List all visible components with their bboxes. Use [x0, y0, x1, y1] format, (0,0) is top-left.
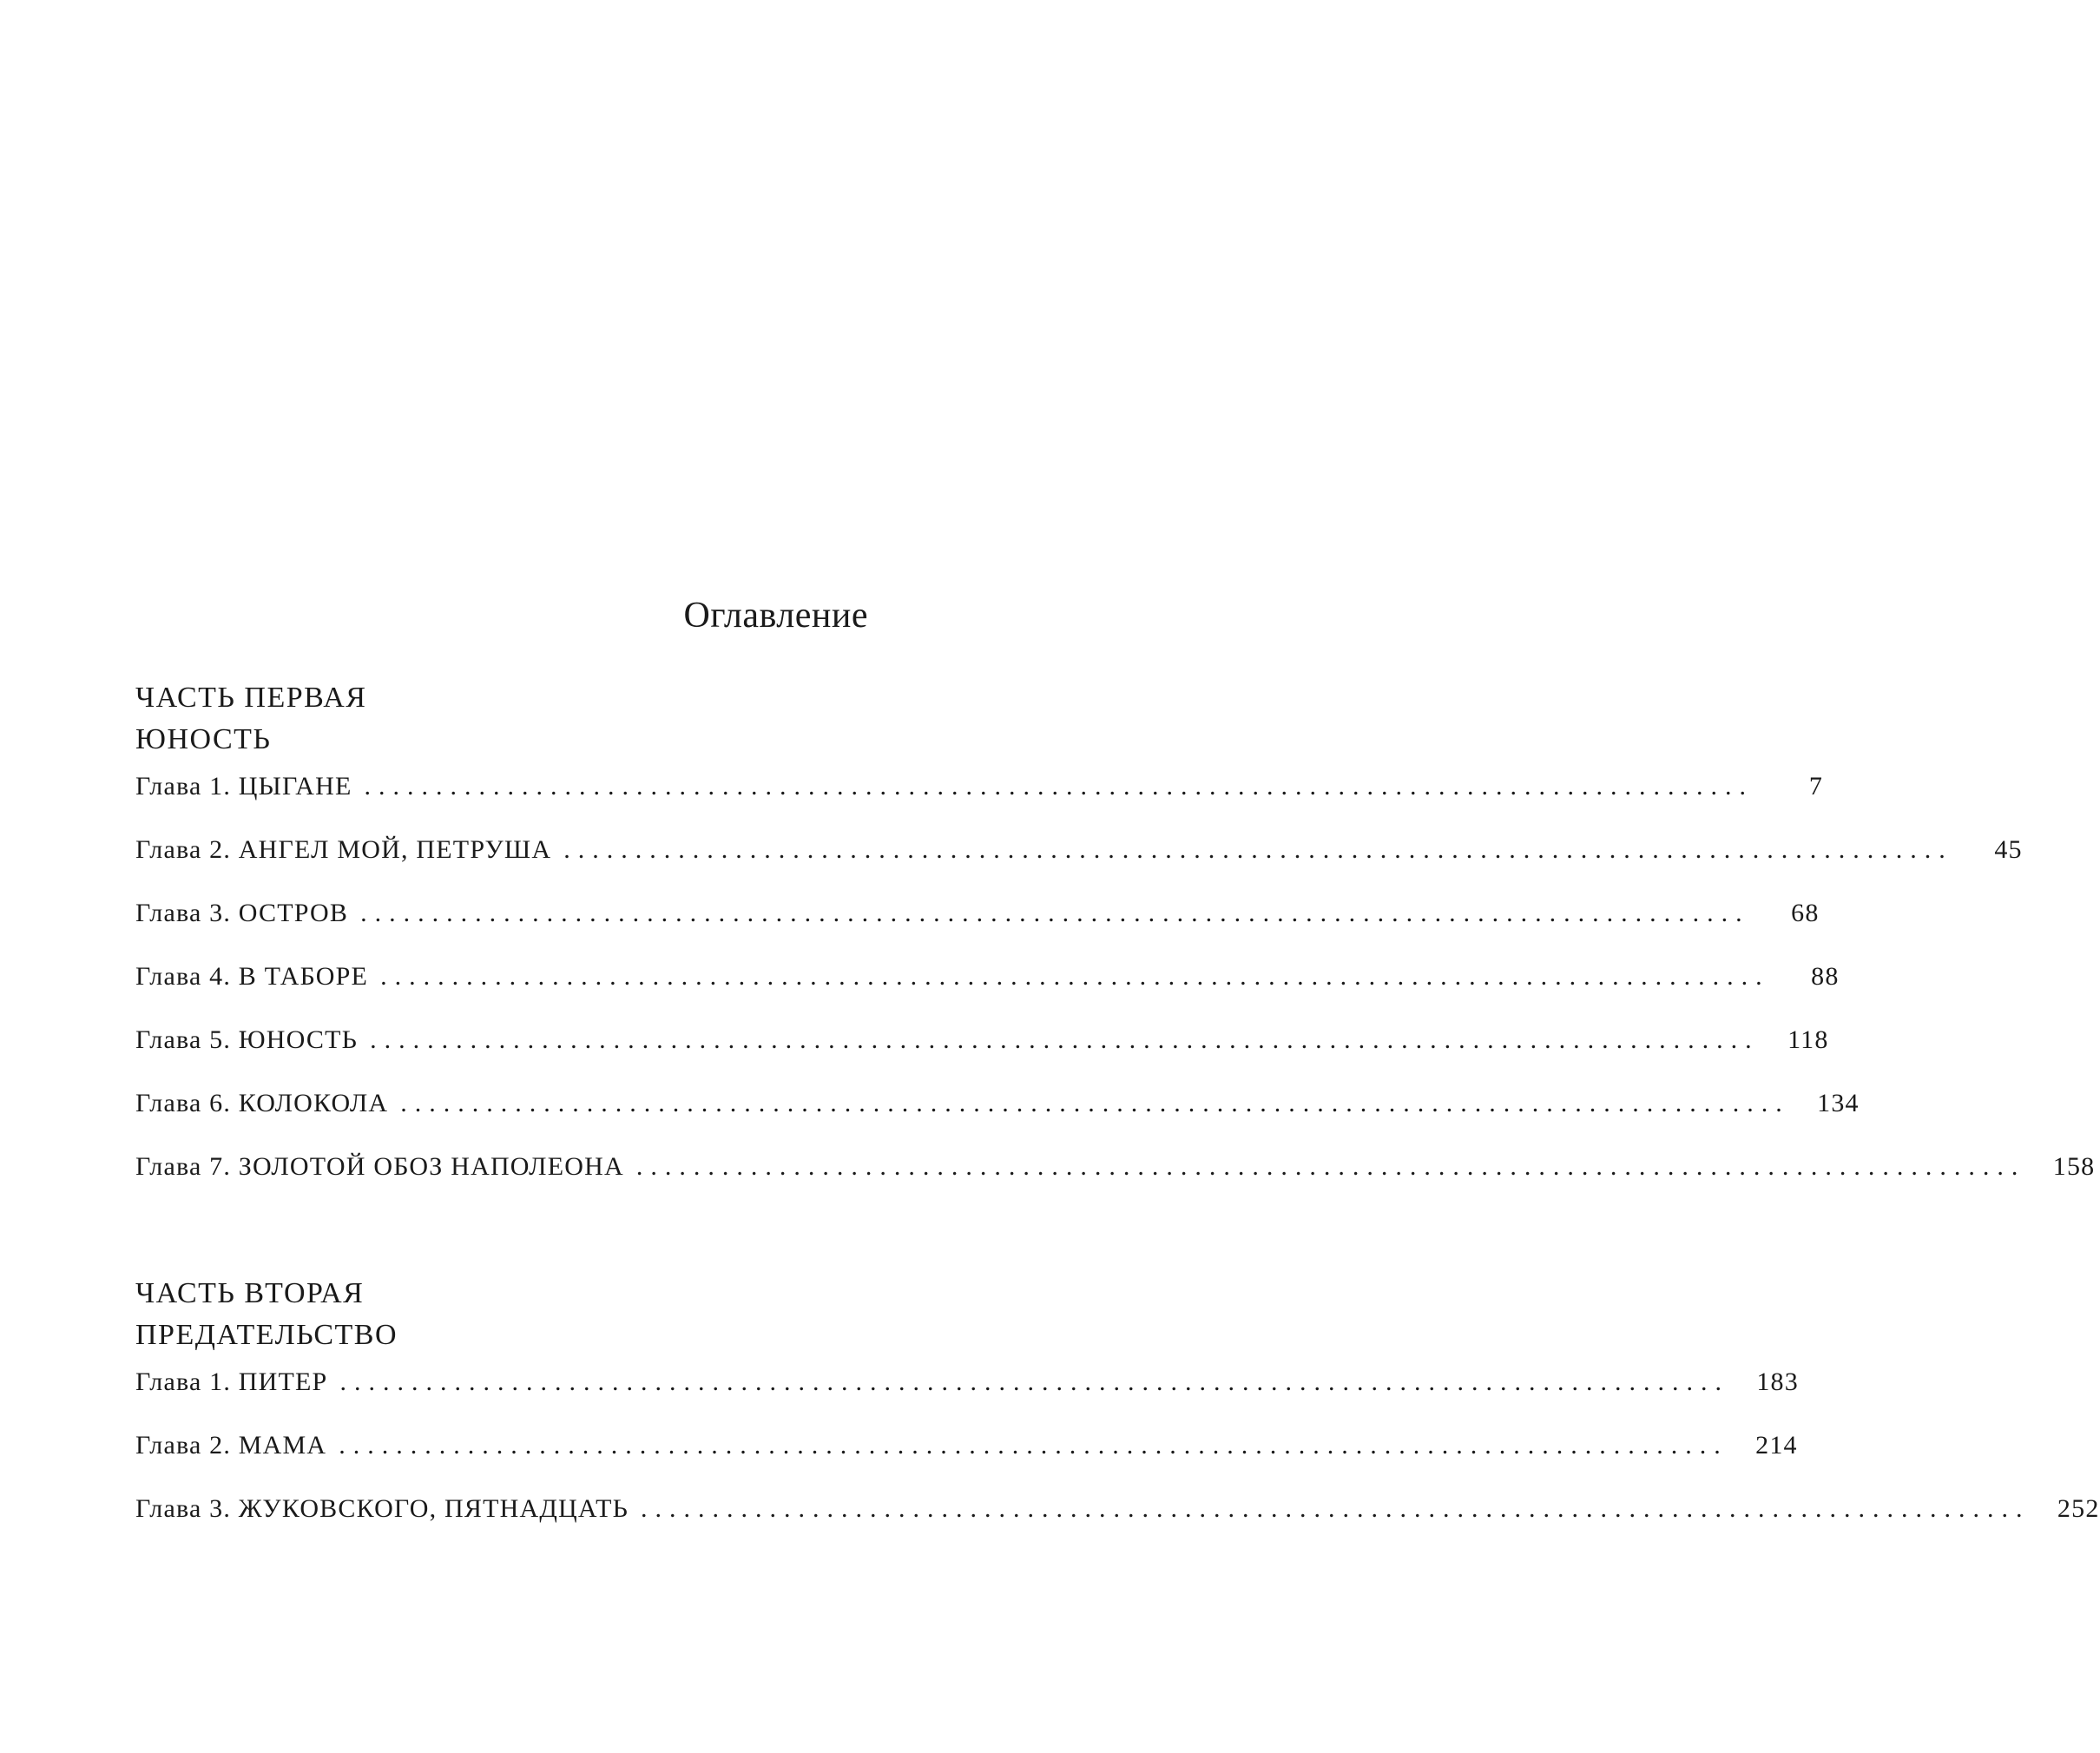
chapter-title: Глава 7. ЗОЛОТОЙ ОБОЗ НАПОЛЕОНА [135, 1152, 624, 1181]
part-name: ПРЕДАТЕЛЬСТВО [135, 1319, 398, 1351]
chapter-list [135, 772, 2096, 1216]
toc-entry[interactable] [135, 1494, 2100, 1558]
dot-leader: ................................................................................................. [380, 962, 1770, 991]
chapter-title: Глава 3. ЖУКОВСКОГО, ПЯТНАДЦАТЬ [135, 1494, 629, 1523]
dot-leader: ................................................................................................. [635, 1152, 2026, 1181]
toc-part-1 [135, 677, 2096, 1216]
toc-entry[interactable] [135, 1025, 1829, 1089]
toc-title: Оглавление [683, 596, 868, 636]
chapter-title: Глава 5. ЮНОСТЬ [135, 1025, 359, 1054]
chapter-page-number: 45 [1994, 835, 2023, 864]
part-label: ЧАСТЬ ВТОРАЯ [135, 1277, 365, 1309]
chapter-page-number: 88 [1811, 962, 1840, 991]
chapter-title: Глава 1. ЦЫГАНЕ [135, 772, 352, 801]
toc-entry[interactable] [135, 899, 1820, 962]
chapter-list [135, 1367, 2100, 1558]
part-label: ЧАСТЬ ПЕРВАЯ [135, 682, 367, 714]
toc-entry[interactable] [135, 1089, 1860, 1152]
dot-leader: ................................................................................................. [339, 1431, 1728, 1460]
dot-leader: ................................................................................................. [339, 1367, 1729, 1396]
dot-leader: ................................................................................................. [400, 1089, 1790, 1117]
dot-leader: ................................................................................................. [360, 899, 1750, 927]
chapter-title: Глава 3. ОСТРОВ [135, 899, 349, 927]
chapter-page-number: 134 [1817, 1089, 1860, 1117]
chapter-title: Глава 6. КОЛОКОЛА [135, 1089, 389, 1117]
toc-entry[interactable] [135, 1431, 1798, 1494]
toc-entry[interactable] [135, 962, 1840, 1025]
dot-leader: ................................................................................................. [364, 772, 1754, 801]
chapter-page-number: 252 [2057, 1494, 2100, 1523]
chapter-page-number: 183 [1756, 1367, 1799, 1396]
dot-leader: ................................................................................................. [641, 1494, 2031, 1523]
dot-leader: ................................................................................................. [370, 1025, 1760, 1054]
chapter-page-number: 7 [1808, 772, 1824, 801]
toc-entry[interactable] [135, 772, 1824, 835]
chapter-page-number: 68 [1791, 899, 1820, 927]
toc-part-2 [135, 1273, 2100, 1558]
chapter-page-number: 118 [1787, 1025, 1829, 1054]
chapter-title: Глава 2. АНГЕЛ МОЙ, ПЕТРУША [135, 835, 552, 864]
dot-leader: ................................................................................................. [563, 835, 1953, 864]
chapter-page-number: 158 [2052, 1152, 2096, 1181]
toc-entry[interactable] [135, 1152, 2096, 1216]
chapter-title: Глава 4. В ТАБОРЕ [135, 962, 369, 991]
chapter-title: Глава 1. ПИТЕР [135, 1367, 328, 1396]
chapter-page-number: 214 [1755, 1431, 1798, 1460]
toc-entry[interactable] [135, 835, 2023, 899]
toc-entry[interactable] [135, 1367, 1799, 1431]
chapter-title: Глава 2. МАМА [135, 1431, 327, 1460]
part-name: ЮНОСТЬ [135, 723, 272, 755]
